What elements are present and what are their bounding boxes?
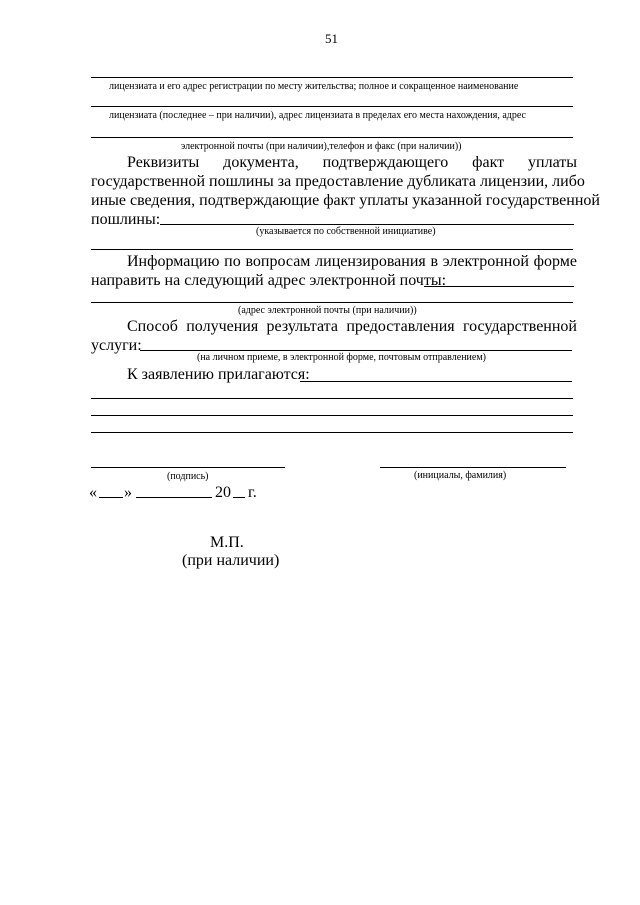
method-hint: (на личном приеме, в электронной форме, почтовым отправлением) <box>197 352 486 363</box>
signature-caption: (подпись) <box>167 471 209 482</box>
email-field[interactable] <box>424 286 574 287</box>
page-number: 51 <box>325 31 338 46</box>
stamp-note: (при наличии) <box>182 552 280 569</box>
date-month-field[interactable] <box>136 497 212 498</box>
date-open-quote: « <box>89 484 97 501</box>
payment-line-2: государственной пошлины за предоставление дубликата лицензии, либо <box>91 173 585 190</box>
field-line-3[interactable] <box>91 137 573 138</box>
method-field[interactable] <box>140 350 572 351</box>
signature-field[interactable] <box>91 467 285 468</box>
payment-label: пошлины: <box>91 211 161 228</box>
email-line-1: Информацию по вопросам лицензирования в электронной форме <box>127 253 577 270</box>
field-line-2[interactable] <box>91 106 573 107</box>
date-year-suffix: г. <box>248 484 257 501</box>
caption-3: электронной почты (при наличии),телефон и факс (при наличии)) <box>181 141 462 152</box>
attachments-line-4[interactable] <box>91 432 573 433</box>
payment-field-extra[interactable] <box>91 249 573 250</box>
attachments-line-3[interactable] <box>91 415 573 416</box>
method-line-1: Способ получения результата предоставления государственной <box>127 318 577 335</box>
payment-line-1: Реквизиты документа, подтверждающего факт уплаты <box>127 154 577 171</box>
attachments-field[interactable] <box>300 381 572 382</box>
attachments-label: К заявлению прилагаются: <box>127 366 310 383</box>
stamp-label: М.П. <box>210 534 244 551</box>
caption-1: лицензиата и его адрес регистрации по месту жительства; полное и сокращенное наименование <box>109 81 519 92</box>
email-hint: (адрес электронной почты (при наличии)) <box>238 305 417 316</box>
date-day-field[interactable] <box>99 497 123 498</box>
name-field[interactable] <box>380 467 566 468</box>
payment-field[interactable] <box>160 224 574 225</box>
method-label: услуги: <box>91 337 142 354</box>
date-close-quote: » <box>124 484 132 501</box>
date-year-prefix: 20 <box>215 484 231 501</box>
payment-hint: (указывается по собственной инициативе) <box>256 226 436 237</box>
caption-2: лицензиата (последнее – при наличии), адрес лицензиата в пределах его места нахождения, адрес <box>109 110 526 121</box>
email-field-extra[interactable] <box>91 302 573 303</box>
email-label: направить на следующий адрес электронной почты: <box>91 272 447 289</box>
date-year-field[interactable] <box>233 497 245 498</box>
payment-line-3: иные сведения, подтверждающие факт уплаты указанной государственной <box>91 192 600 209</box>
field-line-1[interactable] <box>91 77 573 78</box>
name-caption: (инициалы, фамилия) <box>414 470 507 481</box>
attachments-line-2[interactable] <box>91 398 573 399</box>
